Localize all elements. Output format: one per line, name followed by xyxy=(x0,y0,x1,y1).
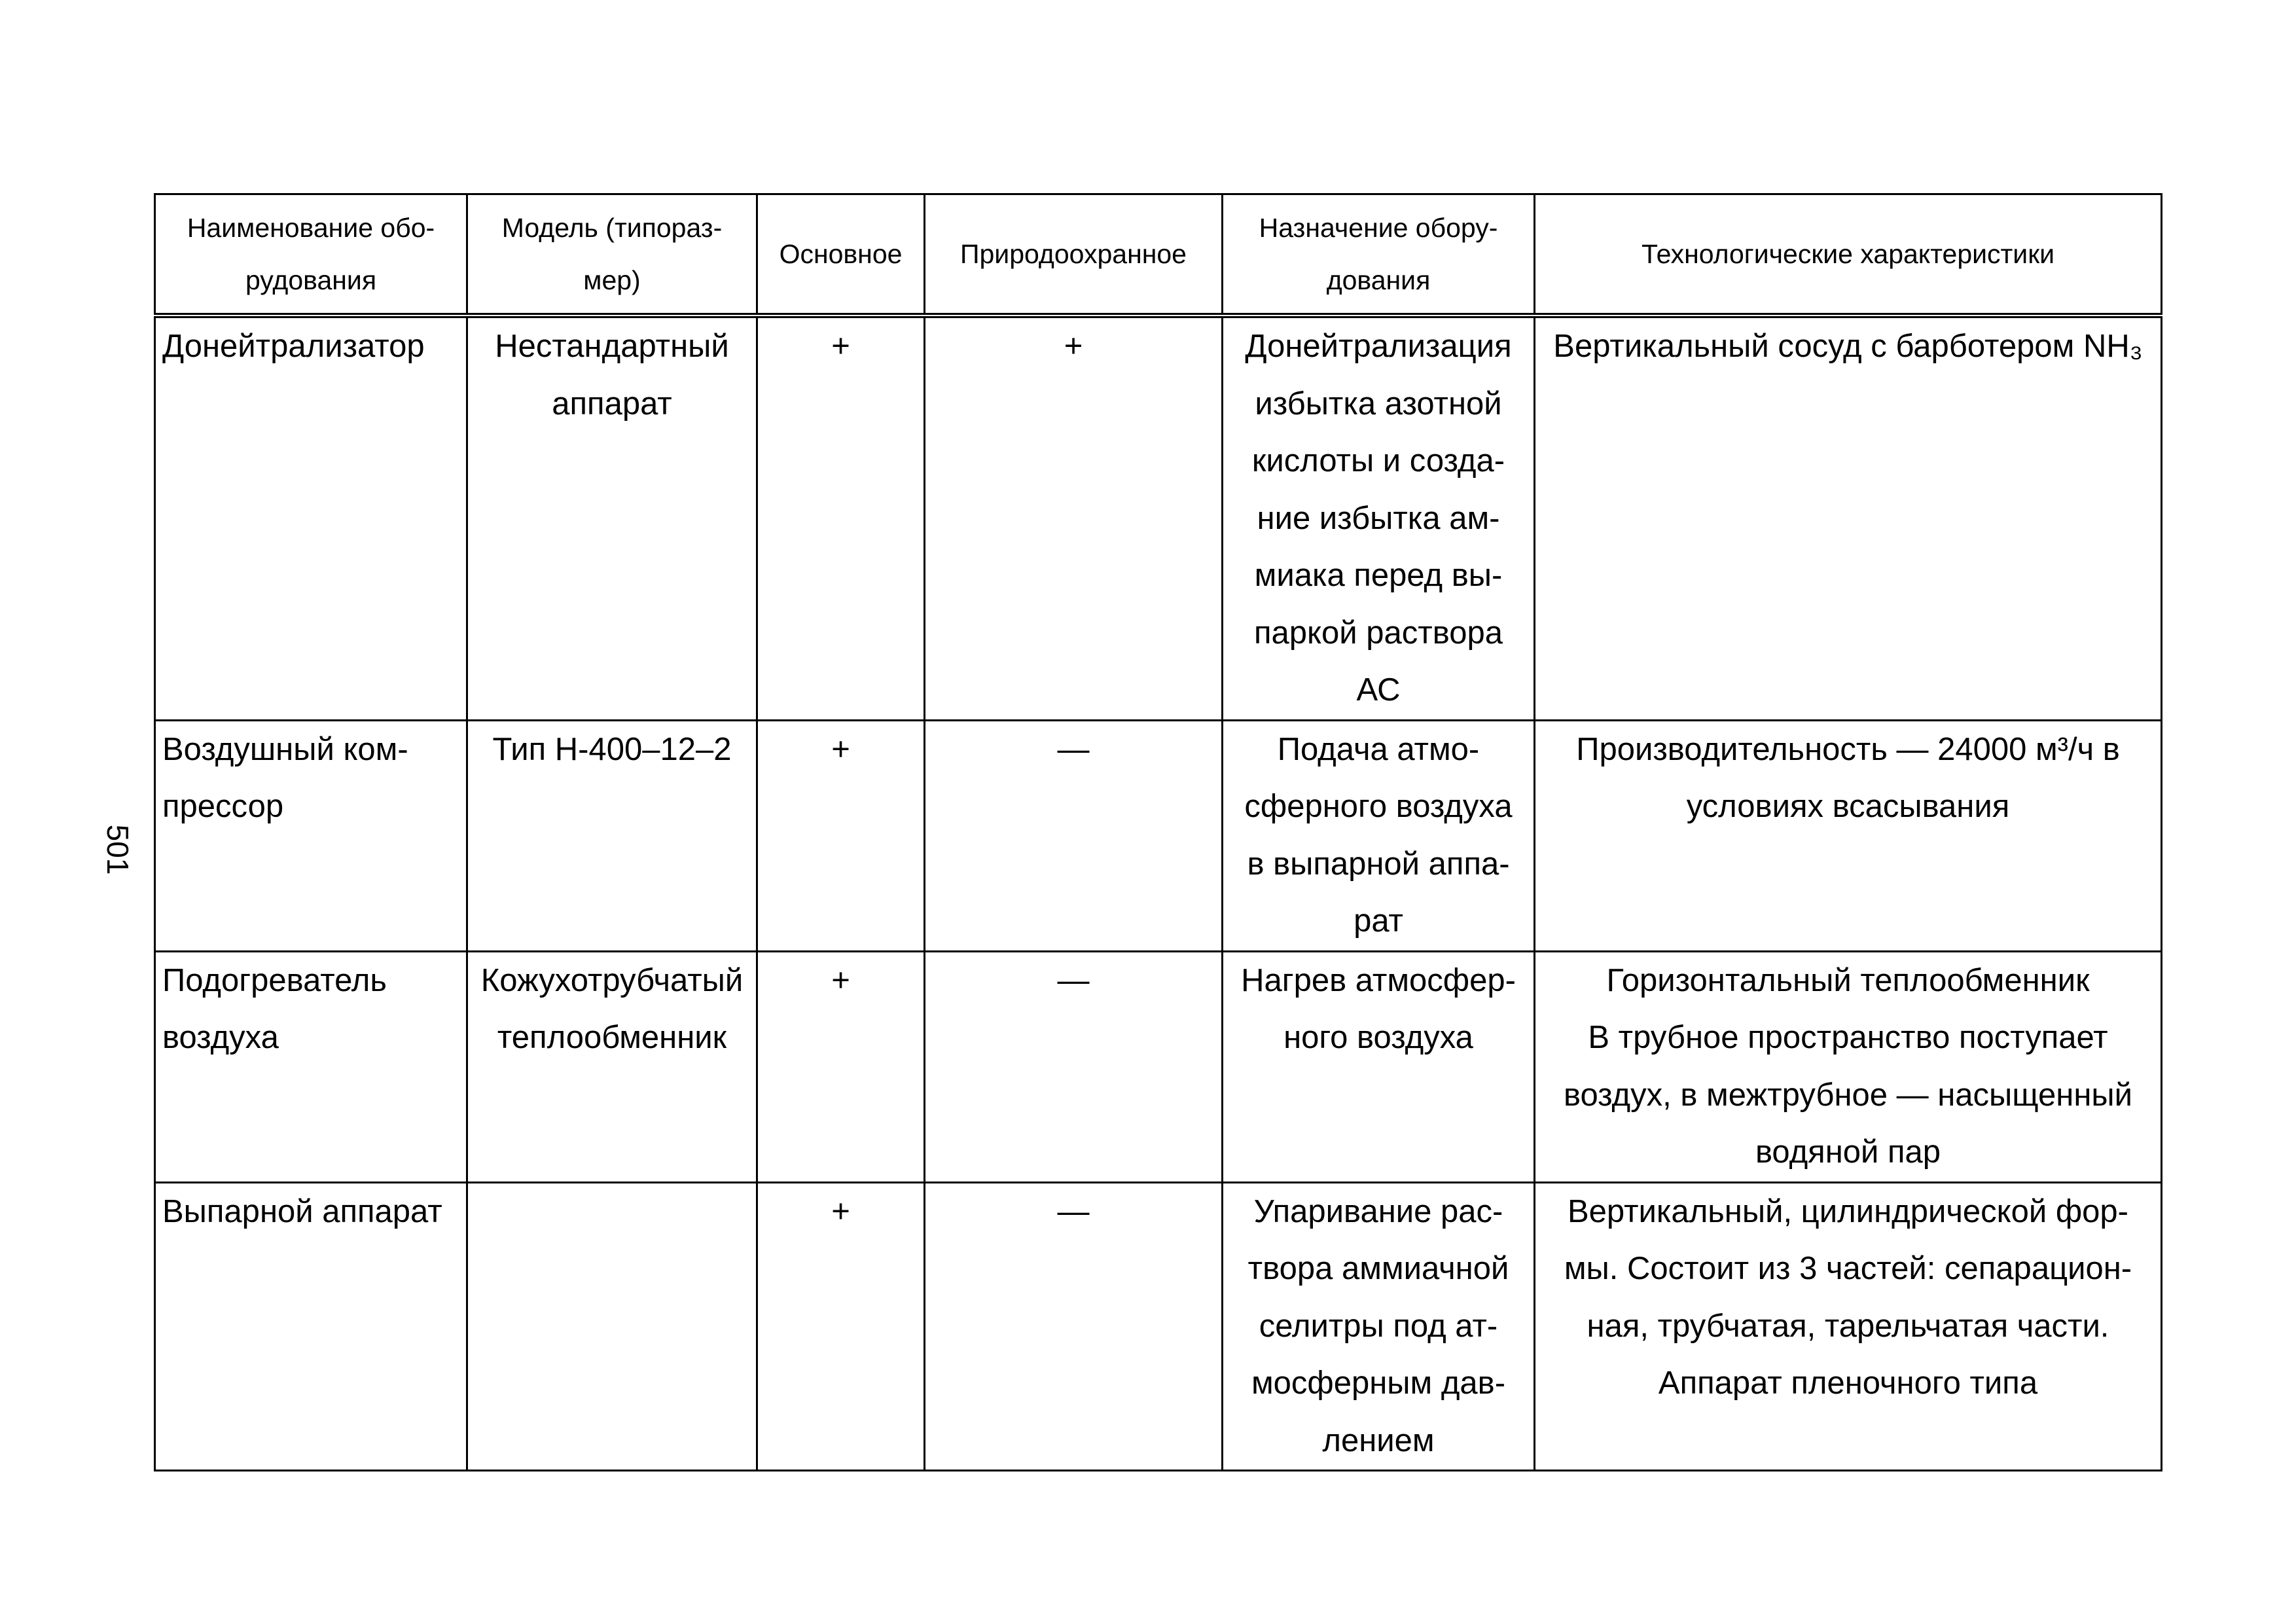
cell-model: Тип Н-400–12–2 xyxy=(467,720,757,951)
cell-environmental: — xyxy=(925,951,1223,1182)
cell-equipment-name: Выпарной аппарат xyxy=(155,1182,467,1471)
header-environmental: Природоохранное xyxy=(925,194,1223,316)
header-main: Основное xyxy=(757,194,925,316)
cell-equipment-name: Воздушный ком- прессор xyxy=(155,720,467,951)
cell-specs: Горизонтальный теплообменник В трубное пространство поступает воздух, в межтрубное — насыщенный водяной пар xyxy=(1535,951,2162,1182)
cell-main: + xyxy=(757,316,925,720)
cell-equipment-name: Подогреватель воздуха xyxy=(155,951,467,1182)
cell-model: Кожухотрубчатый теплообменник xyxy=(467,951,757,1182)
header-purpose: Назначение обору- дования xyxy=(1223,194,1535,316)
cell-specs: Вертикальный сосуд с барботером NH₃ xyxy=(1535,316,2162,720)
cell-purpose: Подача атмо- сферного воздуха в выпарной аппа- рат xyxy=(1223,720,1535,951)
table-row xyxy=(155,316,2162,720)
cell-purpose: Донейтрализация избытка азотной кислоты и созда- ние избытка ам- миака перед вы- паркой раствора АС xyxy=(1223,316,1535,720)
cell-main: + xyxy=(757,720,925,951)
cell-main: + xyxy=(757,1182,925,1471)
header-model: Модель (типораз- мер) xyxy=(467,194,757,316)
cell-model: Нестандартный аппарат xyxy=(467,316,757,720)
cell-environmental: — xyxy=(925,720,1223,951)
cell-purpose: Нагрев атмосфер- ного воздуха xyxy=(1223,951,1535,1182)
page-number: 501 xyxy=(101,824,135,875)
cell-environmental: — xyxy=(925,1182,1223,1471)
cell-purpose: Упаривание рас- твора аммиачной селитры под ат- мосферным дав- лением xyxy=(1223,1182,1535,1471)
table-row xyxy=(155,720,2162,951)
cell-model xyxy=(467,1182,757,1471)
cell-specs: Производительность — 24000 м³/ч в условиях всасывания xyxy=(1535,720,2162,951)
cell-specs: Вертикальный, цилиндрической фор- мы. Состоит из 3 частей: сепарацион- ная, трубчатая, тарельчатая части. Аппарат пленочного типа xyxy=(1535,1182,2162,1471)
table-header-row xyxy=(155,194,2162,316)
table-row xyxy=(155,951,2162,1182)
header-specs: Технологические характеристики xyxy=(1535,194,2162,316)
cell-equipment-name: Донейтрализатор xyxy=(155,316,467,720)
header-equipment-name: Наименование обо- рудования xyxy=(155,194,467,316)
cell-main: + xyxy=(757,951,925,1182)
table-row xyxy=(155,1182,2162,1471)
cell-environmental: + xyxy=(925,316,1223,720)
equipment-table xyxy=(154,193,2162,1471)
